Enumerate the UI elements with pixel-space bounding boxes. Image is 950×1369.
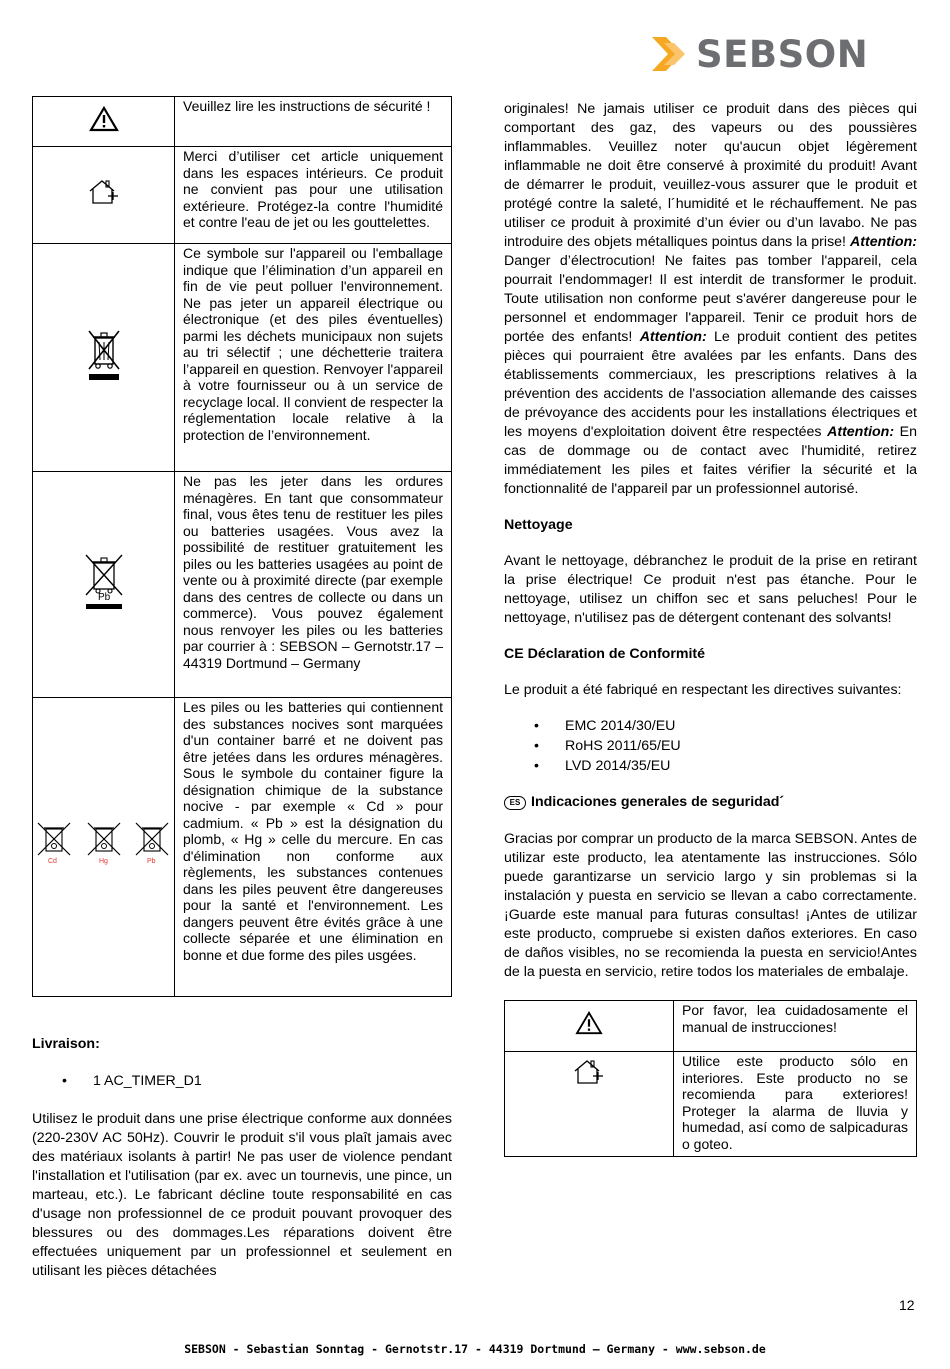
symbol-description: Ce symbole sur l'appareil ou l'emballage indique que l’élimination d’un appareil en fin de vie peut polluer l'environnement. Ne pas jeter un appareil électrique ou électronique (et des piles éventuelles) parmi les déchets municipaux non sujets au tri sélectif ; une déchetterie traitera l’appareil en question. Renvoyer l'appareil à votre fournisseur ou à un service de recyclage local. Il convient de respecter la réglementation locale relative à la protection de l’environnement. bbox=[175, 244, 452, 472]
safety-text-2: Danger d’électrocution! Ne faites pas tomber l'appareil, cela pourrait l'endommager! Il est interdit de transformer le produit. Toute utilisation non conforme peut s'avérer dangereuse pour le personnel et endommager l'appareil. Tenir ce produit hors de portée des enfants! bbox=[504, 253, 917, 345]
table-row bbox=[33, 147, 452, 244]
safety-symbol-table bbox=[32, 96, 452, 997]
symbol-cell bbox=[505, 1052, 674, 1157]
list-item: • 1 AC_TIMER_D1 bbox=[32, 1072, 452, 1092]
usage-paragraph: Utilisez le produit dans une prise électrique conforme aux données (220-230V AC 50Hz). Couvrir le produit s'il vous plaît jamais avec des matériaux isolants à partir! Ne pas user de violence pendant l'installation et l'utilisation (par ex. avec un tournevis, une pince, un marteau, etc.). Le fabricant décline toute responsabilité en cas d'usage non professionnel de ce produit pouvant provoquer des blessures ou des dommages.Les réparations doivent être effectuées uniquement par un professionnel et seulement en utilisant les pièces détachées bbox=[32, 1111, 452, 1279]
es-language-badge: ES bbox=[504, 796, 526, 810]
list-item: • EMC 2014/30/EU bbox=[504, 717, 917, 737]
cleaning-paragraph: Avant le nettoyage, débranchez le produit de la prise en retirant la prise électrique! Ce produit n'est pas étanche. Pour le nettoyage, utilisez un chiffon sec et sans peluches! Pour le nettoyage, n'utilisez pas de détergent contenant des solvants! bbox=[504, 553, 917, 626]
brand-logo bbox=[652, 34, 868, 74]
table-row bbox=[33, 472, 452, 698]
brand-name: SEBSON bbox=[696, 32, 869, 76]
cleaning-heading: Nettoyage bbox=[504, 517, 573, 533]
safety-text-1: originales! Ne jamais utiliser ce produit dans des pièces qui comportant des gaz, des vapeurs ou des poussières inflammables. Veuillez noter qu'aucun objet légèrement inflammable ne doit être conservé à proximité du produit! Avant de démarrer le produit, veuillez-vous assurer que le produit et protégé contre la saleté, l´humidité et le réchauffement. Ne pas utiliser ce produit à proximité d’un évier ou d’un lavabo. Ne pas introduire des objets métalliques pointus dans la prise! bbox=[504, 101, 917, 250]
symbol-cell bbox=[33, 147, 175, 244]
symbol-description: Les piles ou les batteries qui contiennent des substances nocives sont marquées d'un container barré et ne doivent pas être jetées dans les ordures ménagères. Sous le symbole du container figure la désignation chimique de la substance nocive - par exemple « Cd » pour cadmium. « Pb » est la désignation du plomb, « Hg » celle du mercure. En cas d'élimination non conforme aux règlements, les substances contenues dans les piles peuvent être dangereuses pour la santé et l'environnement. Les dangers peuvent être évités grâce à une collecte séparée et une élimination en bonne et due forme des piles usgées. bbox=[175, 698, 452, 997]
es-symbol-table bbox=[504, 1000, 917, 1157]
attention-label: Attention: bbox=[827, 424, 895, 440]
symbol-cell bbox=[505, 1001, 674, 1052]
es-intro-paragraph: Gracias por comprar un producto de la marca SEBSON. Antes de utilizar este producto, lea atentamente las instrucciones. Sólo puede garantizarse un servicio largo y sin problemas si la instalación y puesta en servicio se llevan a cabo correctamente. ¡Guarde este manual para futuras consultas! ¡Antes de utilizar este producto, compruebe si existen daños exteriores. En caso de daños visibles, no se recomienda la puesta en servicio!Antes de la puesta en servicio, retire todos los materiales de embalaje. bbox=[504, 831, 917, 980]
crossed-bin-pb-icon bbox=[82, 553, 126, 611]
indoor-house-icon bbox=[573, 1058, 605, 1086]
right-column bbox=[504, 100, 917, 1157]
symbol-description: Utilice este producto sólo en interiores. Este producto no se recomienda para exteriores! Proteger la alarma de lluvia y humedad, así como de salpicaduras o goteo. bbox=[674, 1052, 917, 1157]
symbol-description: Ne pas les jeter dans les ordures ménagères. En tant que consommateur final, vous êtes tenu de restituer les piles ou batteries usagées. Vous avez la possibilité de restituer gratuitement les piles ou les batteries usagées au point de vente ou à proximité directe (par exemple dans des centres de collecte ou dans un commerce). Vous pouvez également nous renvoyer les piles ou les batteries par courrier à : SEBSON – Gernotstr.17 – 44319 Dortmund – Germany bbox=[175, 472, 452, 698]
indoor-house-icon bbox=[88, 178, 120, 206]
list-item: • RoHS 2011/65/EU bbox=[504, 737, 917, 757]
pb-label: Pb bbox=[146, 858, 156, 865]
pb-label: Pb bbox=[97, 591, 110, 603]
warning-triangle-icon bbox=[89, 106, 119, 132]
table-row bbox=[33, 244, 452, 472]
es-heading-text: Indicaciones generales de seguridad´ bbox=[531, 794, 785, 810]
safety-text-3: Le produit contient des petites pièces qui pourraient être avalées par les enfants. Dans des établissements commerciaux, les prescriptions relatives à la prévention des accidents de l'association allemande des caisses de prévoyance des accidents pour les installations électriques et les moyens d'exploitation doivent être respectées bbox=[504, 329, 918, 440]
symbol-description: Veuillez lire les instructions de sécurité ! bbox=[175, 97, 452, 147]
es-section-heading bbox=[504, 793, 917, 812]
symbol-cell bbox=[33, 472, 175, 698]
page-footer: SEBSON - Sebastian Sonntag - Gernotstr.17 - 44319 Dortmund – Germany - www.sebson.de bbox=[184, 1342, 766, 1356]
symbol-cell bbox=[33, 244, 175, 472]
cd-label: Cd bbox=[47, 858, 57, 865]
warning-triangle-icon bbox=[575, 1011, 603, 1035]
left-column bbox=[32, 96, 452, 1281]
table-row bbox=[33, 698, 452, 997]
delivery-heading: Livraison: bbox=[32, 1036, 100, 1052]
safety-continuation bbox=[504, 100, 917, 499]
attention-label: Attention: bbox=[850, 234, 917, 250]
page-number: 12 bbox=[899, 1297, 915, 1313]
safety-text-4: En cas de dommage ou de contact avec l'humidité, retirez immédiatement les piles et faites vérifier la sécurité et la fonctionnalité de l'appareil par un professionnel autorisé. bbox=[504, 424, 917, 497]
ce-heading: CE Déclaration de Conformité bbox=[504, 646, 706, 662]
logo-chevron-icon bbox=[652, 37, 692, 71]
delivery-list bbox=[32, 1072, 452, 1092]
ce-paragraph: Le produit a été fabriqué en respectant les directives suivantes: bbox=[504, 682, 902, 698]
ce-directives-list bbox=[504, 717, 917, 777]
hg-label: Hg bbox=[98, 858, 108, 865]
table-row bbox=[505, 1001, 917, 1052]
three-crossed-bins-icon bbox=[34, 822, 174, 866]
table-row bbox=[505, 1052, 917, 1157]
attention-label: Attention: bbox=[639, 329, 707, 345]
table-row bbox=[33, 97, 452, 147]
symbol-cell bbox=[33, 698, 175, 997]
list-item: • LVD 2014/35/EU bbox=[504, 757, 917, 777]
symbol-description: Merci d’utiliser cet article uniquement dans les espaces intérieurs. Ce produit ne convient pas pour une utilisation extérieure. Protégez-la contre l'humidité et contre l'eau de jet ou les gouttelettes. bbox=[175, 147, 452, 244]
symbol-description: Por favor, lea cuidadosamente el manual de instrucciones! bbox=[674, 1001, 917, 1052]
symbol-cell bbox=[33, 97, 175, 147]
crossed-bin-icon bbox=[86, 328, 122, 382]
